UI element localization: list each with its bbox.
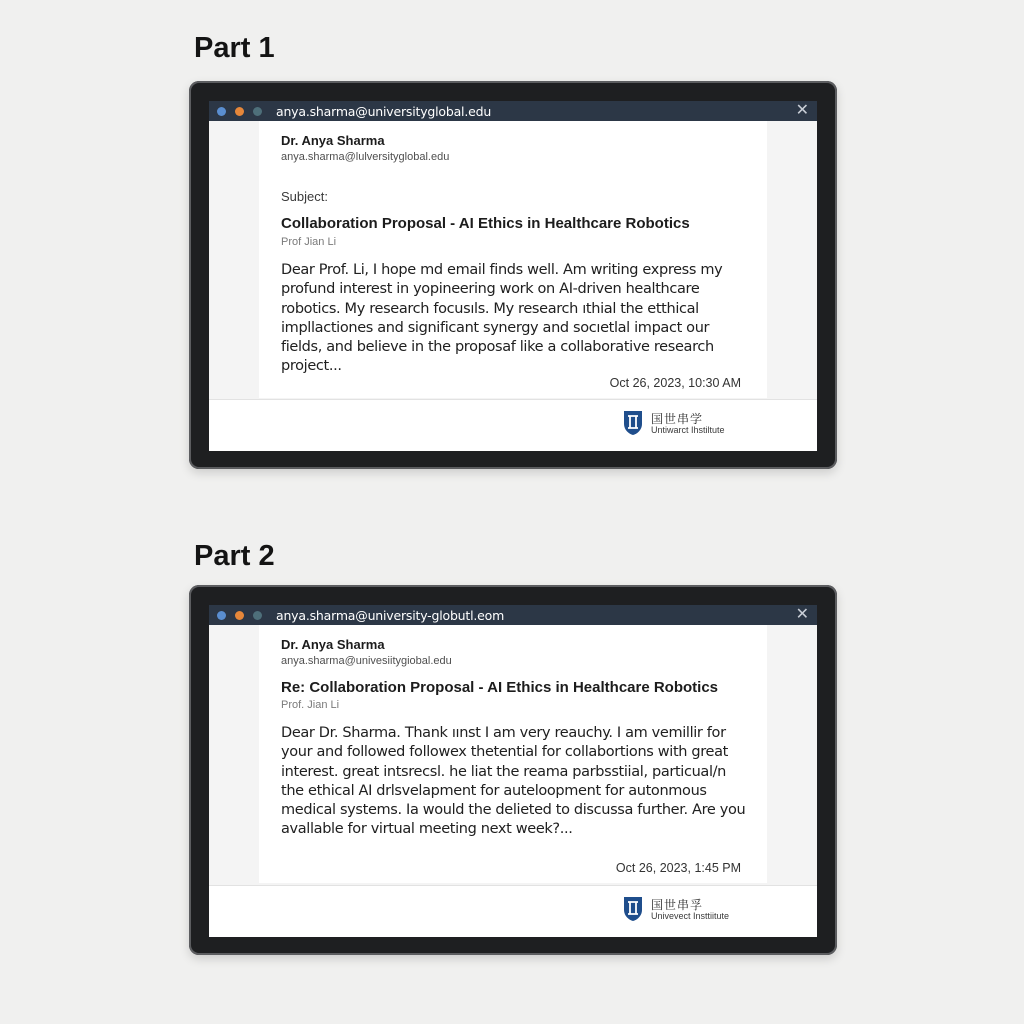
sender-name: Dr. Anya Sharma (281, 637, 385, 652)
window-dot-blue-icon[interactable] (217, 107, 226, 116)
window-dot-teal-icon[interactable] (253, 107, 262, 116)
university-logo (623, 896, 759, 926)
window-address: anya.sharma@universityglobal.edu (276, 103, 492, 119)
recipient: Prof Jian Li (281, 236, 337, 248)
recipient: Prof. Jian Li (281, 699, 340, 711)
email-window (209, 605, 817, 937)
email-window (209, 101, 817, 451)
university-logo (623, 410, 759, 440)
email-body: Dear Dr. Sharma. Thank ıınst I am very reauchy. I am vemillir for your and followed followex thetential for collabortions with great interest. great intsrecsl. he liat the reama parbsstiial, particual/n the ethical AI drlsvelapment for auteloopment for autonmous medical systems. Ia would the delieted to discussa further. Are you avallable for virtual meeting next week?... (281, 725, 746, 838)
footer-divider (209, 399, 817, 400)
email-message (259, 625, 767, 883)
close-icon[interactable]: ✕ (795, 606, 809, 623)
window-titlebar (209, 605, 817, 625)
email-footer (209, 399, 817, 451)
window-dot-blue-icon[interactable] (217, 611, 226, 620)
window-dot-teal-icon[interactable] (253, 611, 262, 620)
email-subject: Re: Collaboration Proposal - AI Ethics in Healthcare Robotics (281, 679, 719, 696)
email-footer (209, 885, 817, 937)
part-2-heading: Part 2 (194, 540, 275, 572)
window-address: anya.sharma@university-globutl.eom (276, 607, 505, 623)
tablet-frame-part-2 (189, 585, 837, 955)
window-dot-orange-icon[interactable] (235, 107, 244, 116)
email-message (259, 121, 767, 398)
tablet-frame-part-1 (189, 81, 837, 469)
close-icon[interactable]: ✕ (795, 102, 809, 119)
email-timestamp: Oct 26, 2023, 1:45 PM (615, 861, 741, 875)
university-shield-icon (623, 896, 643, 922)
sender-email[interactable]: anya.sharma@univesiitygiobal.edu (281, 655, 452, 667)
email-body: Dear Prof. Li, I hope md email finds well. Am writing express my profund interest in yopineering work on AI-driven healthcare robotics. My research focusıls. My research ıthial the etthical impllactiones and significant synergy and socıetlal impact our fields, and believe in the proposaf like a collaborative research project... (281, 262, 723, 375)
logo-institute-name: Univevect Insttiitute (651, 911, 730, 921)
sender-email[interactable]: anya.sharma@lulversityglobal.edu (281, 151, 450, 163)
email-timestamp: Oct 26, 2023, 10:30 AM (609, 376, 741, 390)
sender-name: Dr. Anya Sharma (281, 133, 385, 148)
logo-institute-name: Untiwarct Ihstiltute (651, 425, 725, 435)
email-subject: Collaboration Proposal - AI Ethics in Healthcare Robotics (281, 215, 690, 232)
university-shield-icon (623, 410, 643, 436)
window-titlebar (209, 101, 817, 121)
logo-chinese-text: 国世串孚 (651, 898, 704, 912)
footer-divider (209, 885, 817, 886)
logo-chinese-text: 国世串学 (651, 412, 704, 426)
subject-label: Subject: (281, 189, 328, 204)
window-dot-orange-icon[interactable] (235, 611, 244, 620)
part-1-heading: Part 1 (194, 32, 275, 64)
